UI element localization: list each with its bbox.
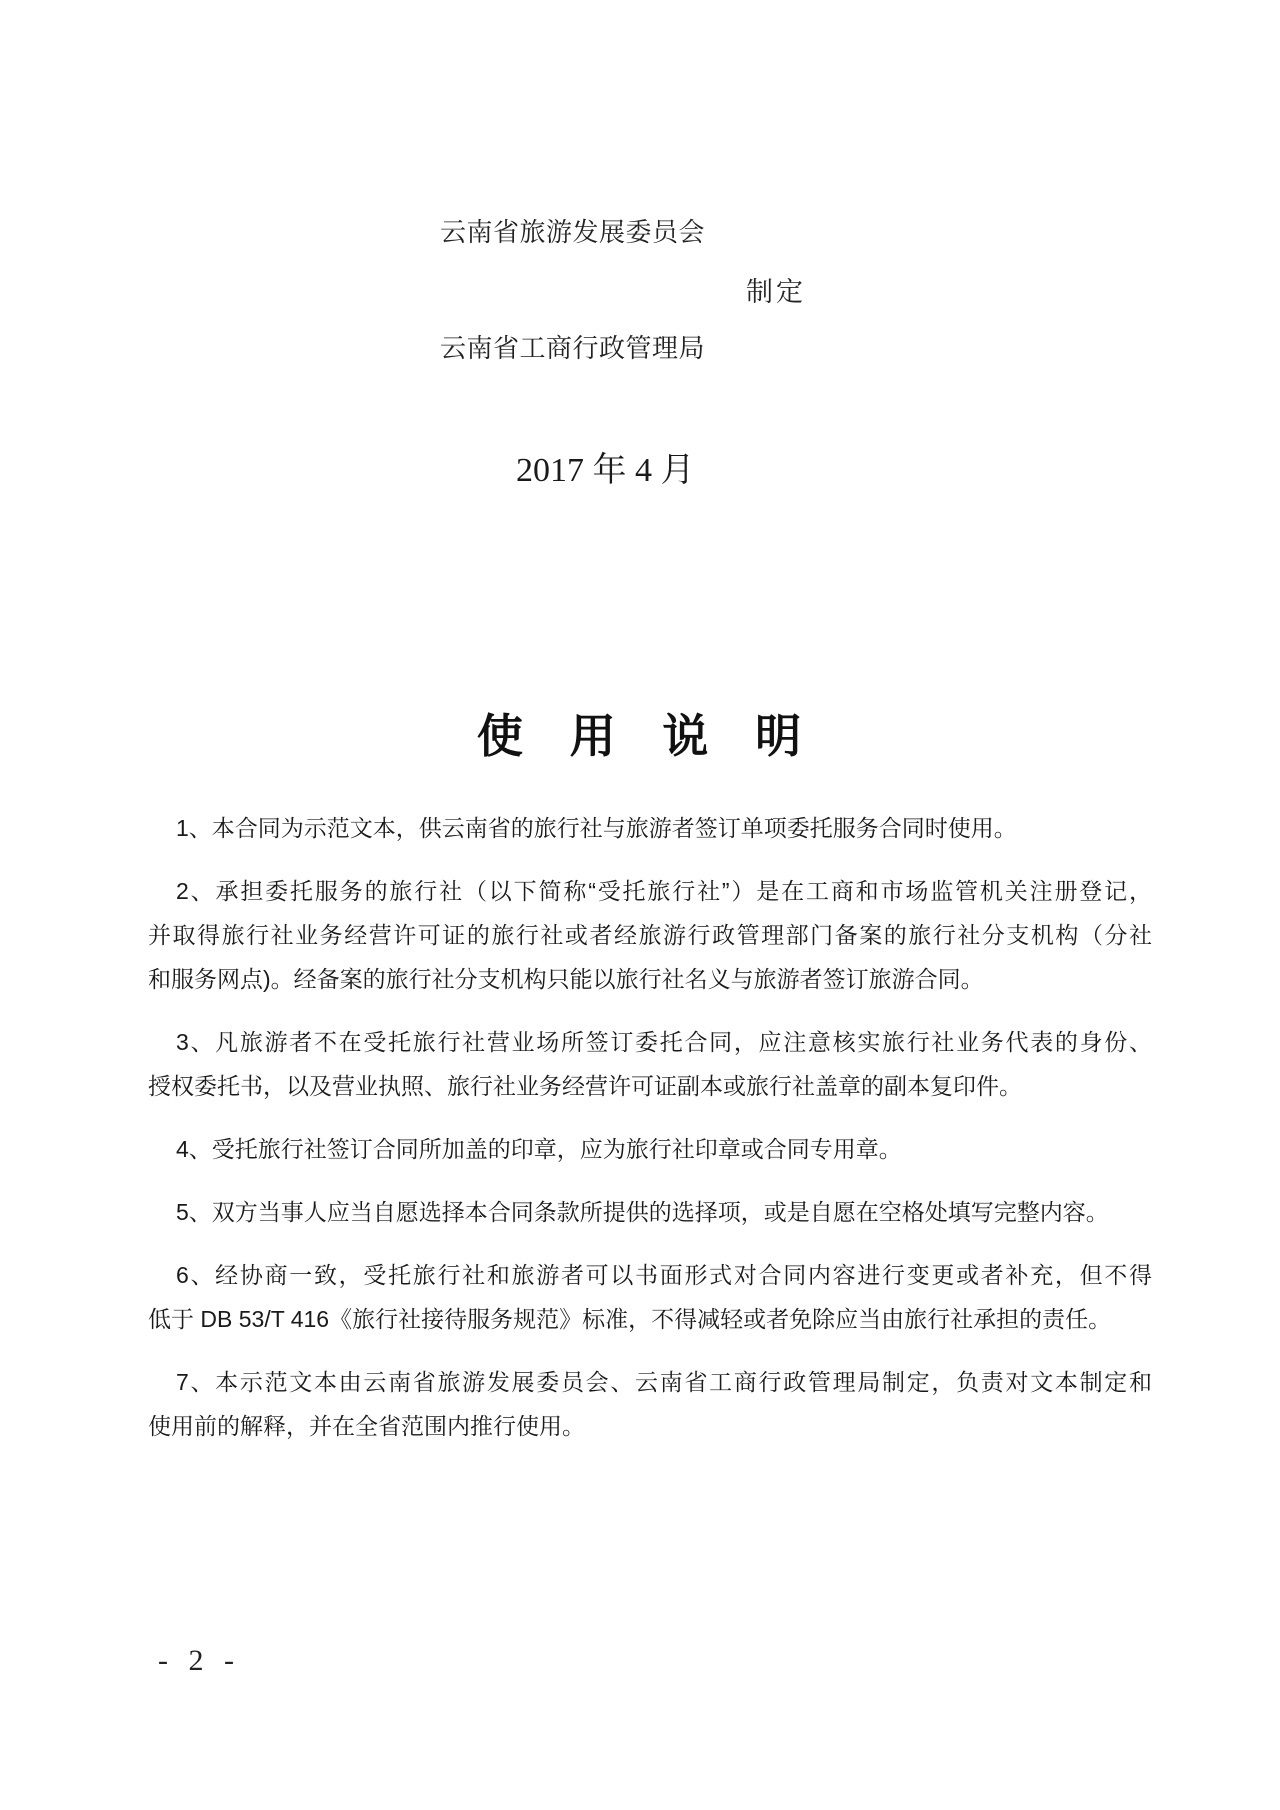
paragraph-line: 4、受托旅行社签订合同所加盖的印章，应为旅行社印章或合同专用章。 <box>176 1136 902 1162</box>
paragraph-line: 授权委托书，以及营业执照、旅行社业务经营许可证副本或旅行社盖章的副本复印件。 <box>148 1073 1022 1099</box>
issuing-org-tourism-committee: 云南省旅游发展委员会 <box>440 218 706 247</box>
instruction-paragraph-7 <box>148 1360 1152 1448</box>
instruction-paragraph-6 <box>148 1253 1152 1341</box>
instruction-paragraph-5 <box>148 1190 1152 1234</box>
paragraph-line: 3、凡旅游者不在受托旅行社营业场所签订委托合同，应注意核实旅行社业务代表的身份、 <box>176 1029 1152 1055</box>
instruction-paragraph-2 <box>148 869 1152 1001</box>
paragraph-line: 7、本示范文本由云南省旅游发展委员会、云南省工商行政管理局制定，负责对文本制定和 <box>176 1369 1152 1395</box>
paragraph-line: 使用前的解释，并在全省范围内推行使用。 <box>148 1413 585 1439</box>
section-title: 使 用 说 明 <box>476 710 804 762</box>
publish-date: 2017 年 4 月 <box>516 452 695 489</box>
paragraph-line: 和服务网点)。经备案的旅行社分支机构只能以旅行社名义与旅游者签订旅游合同。 <box>148 966 984 992</box>
paragraph-line: 并取得旅行社业务经营许可证的旅行社或者经旅游行政管理部门备案的旅行社分支机构（分社 <box>148 922 1152 948</box>
paragraph-line: 1、本合同为示范文本，供云南省的旅行社与旅游者签订单项委托服务合同时使用。 <box>176 815 1017 841</box>
instruction-paragraph-3 <box>148 1020 1152 1108</box>
instruction-paragraph-1 <box>148 806 1152 850</box>
instruction-paragraph-4 <box>148 1127 1152 1171</box>
paragraph-line: 低于 DB 53/T 416《旅行社接待服务规范》标准，不得减轻或者免除应当由旅行社承担的责任。 <box>148 1306 1112 1332</box>
paragraph-line: 2、承担委托服务的旅行社（以下简称“受托旅行社”）是在工商和市场监管机关注册登记， <box>176 878 1152 904</box>
paragraph-line: 5、双方当事人应当自愿选择本合同条款所提供的选择项，或是自愿在空格处填写完整内容。 <box>176 1199 1109 1225</box>
paragraph-line: 6、经协商一致，受托旅行社和旅游者可以书面形式对合同内容进行变更或者补充，但不得 <box>176 1262 1152 1288</box>
issuing-org-industry-commerce-bureau: 云南省工商行政管理局 <box>440 334 706 363</box>
instructions-body <box>148 806 1152 1467</box>
maker-label: 制定 <box>746 277 806 307</box>
page-number: - 2 - <box>158 1644 236 1677</box>
